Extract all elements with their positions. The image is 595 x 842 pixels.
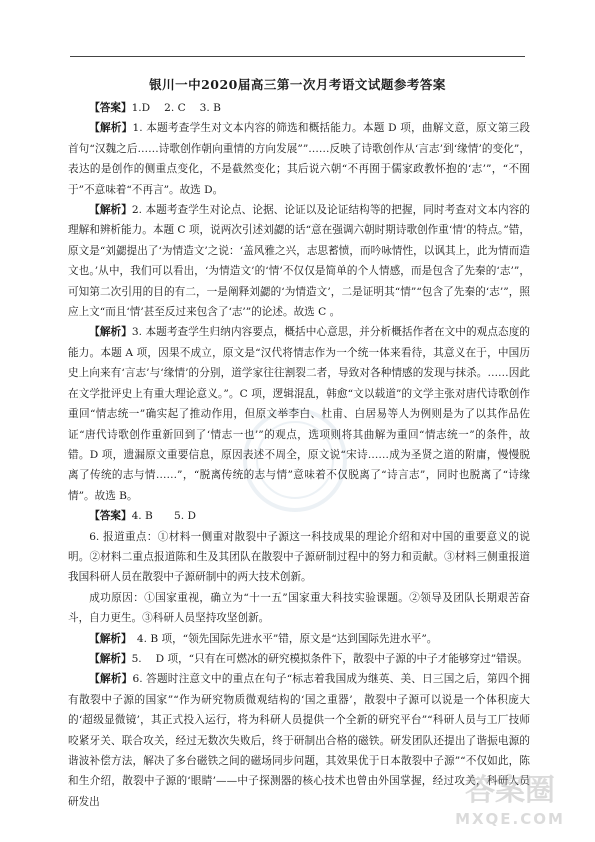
paragraph-tag: 【答案】: [89, 102, 132, 114]
paragraph-tag: 【解析】: [89, 204, 132, 217]
paragraph-tag: 【答案】: [89, 510, 132, 523]
watermark-logo: [435, 764, 585, 834]
paragraph: [68, 506, 530, 526]
paragraph: [68, 118, 530, 200]
answer-content: [68, 98, 530, 812]
watermark-line2: MXQE.COM: [455, 810, 565, 828]
paragraph: [68, 98, 530, 118]
paragraph-tag: 【解析】: [89, 632, 127, 645]
paragraph-text: 6. 答题时注意文中的重点在句子“标志着我国成为继英、美、日三国之后，第四个拥有散裂中子源的国家”“作为研究物质微观结构的‘国之重器’，散裂中子源可以说是一个体积庞大的‘超级显微镜’，其正式投入运行，将为科研人员提供一个全新的研究平台”“科研人员与工厂技师咬紧牙关、联合攻关，经过无数次失败后，终于研制出合格的磁铁。研发团队还提出了谐振电源的谐波补偿方法，解决了多台磁铁之间的磁场同步问题，其效果优于日本散裂中子源”“不仅如此，陈和生介绍，散裂中子源的‘眼睛’——中子探测器的核心技术也曾由外国掌握，经过攻关，科研人员研发出: [68, 673, 531, 808]
paragraph: [68, 527, 530, 588]
paragraph-text: 3. 本题考查学生归纳内容要点，概括中心意思，并分析概括作者在文中的观点态度的能力。本题 A 项，因果不成立，原文是“汉代将情志作为一个统一体来看待，其意义在于，中国历史上向来有‘言志’与‘缘情’的分别，道学家往往割裂二者，导致对各种情感的发现与抹杀。……因此在文学批评史上有重大理论意义。”。C 项，逻辑混乱，韩愈“文以载道”的文学主张对唐代诗歌创作重回“情志统一”确实起了推动作用，但原文举李白、杜甫、白居易等人为例则是为了以其作品佐证“唐代诗歌创作重新回到了‘情志一也’”的观点，选项则将其曲解为重回“情志统一”的条件，故错。D 项，遗漏原文重要信息，原因表述不周全，原文说“宋诗……成为圣贤之道的附庸，慢慢脱离了传统的志与情……”，“脱离传统的志与情”意味着不仅脱离了“诗言志”，同时也脱离了“诗缘情”。故选 B。: [68, 326, 530, 502]
paragraph: [68, 200, 530, 322]
paragraph-text: 4. B 项，“领先国际先进水平”错，原文是“达到国际先进水平”。: [126, 632, 438, 645]
paragraph-tag: 【解析】: [89, 326, 132, 339]
paragraph: [68, 649, 530, 669]
paragraph-text: 4. B 5. D: [131, 510, 196, 523]
paragraph-tag: 【解析】: [89, 673, 133, 686]
paragraph-text: 1. 本题考查学生对文本内容的筛选和概括能力。本题 D 项，曲解文意，原文第三段首句“汉魏之后……诗歌创作朝向重情的方向发展””……反映了诗歌创作从‘言志’到‘缘情’的变化”，表达的是创作的侧重点变化，不是截然变化；其后说六朝“不再囿于儒家政教怀抱的‘志’”，“不囿于”不意味着“不再言”。故选 D。: [68, 122, 531, 196]
paragraph-text: 5. D 项，“只有在可燃冰的研究模拟条件下，散裂中子源的中子才能够穿过”错误。: [131, 652, 528, 665]
paragraph-text: 2. 本题考查学生对论点、论据、论证以及论证结构等的把握，同时考查对文本内容的理解和辨析能力。本题 C 项，说两次引述刘勰的话“意在强调六朝时期诗歌创作重‘情’的特点。”错，原文是“刘勰提出了‘为情造文’之说：‘盖风雅之兴，志思蓄愤，而吟咏情性，以讽其上，此为情而造文也。’从中，我们可以看出，‘为情造文’的‘情’不仅仅是简单的个人情感，而是包含了先秦的‘志’”，可知第二次引用的目的有二，一是阐释刘勰的‘为情造文’，二是证明其“情”“包含了先秦的‘志’”，照应上文“而且‘情’甚至反过来包含了‘志’”的论述。故选 C 。: [68, 204, 530, 319]
paragraph-text: 6. 报道重点：①材料一侧重对散裂中子源这一科技成果的理论介绍和对中国的重要意义的说明。②材料二重点报道陈和生及其团队在散裂中子源研制过程中的努力和贡献。③材料三侧重报道我国科研人员在散裂中子源研制中的两大技术创新。: [68, 530, 530, 584]
page-title: 银川一中2020届高三第一次月考语文试题参考答案: [149, 77, 446, 92]
paragraph-tag: 【解析】: [89, 652, 132, 665]
watermark-line1: 答案圈: [465, 773, 555, 808]
paragraph-text: 成功原因：①国家重视，确立为“十一五”国家重大科技实验课题。②领导及团队长期艰苦奋斗，自力更生。③科研人员坚持攻坚创新。: [68, 591, 530, 625]
paragraph: [68, 588, 530, 629]
top-rule: [70, 56, 525, 57]
paragraph: [68, 322, 530, 506]
paragraph-text: 1.D 2. C 3. B: [131, 102, 221, 114]
paragraph-tag: 【解析】: [89, 122, 133, 135]
paragraph: [68, 629, 530, 649]
